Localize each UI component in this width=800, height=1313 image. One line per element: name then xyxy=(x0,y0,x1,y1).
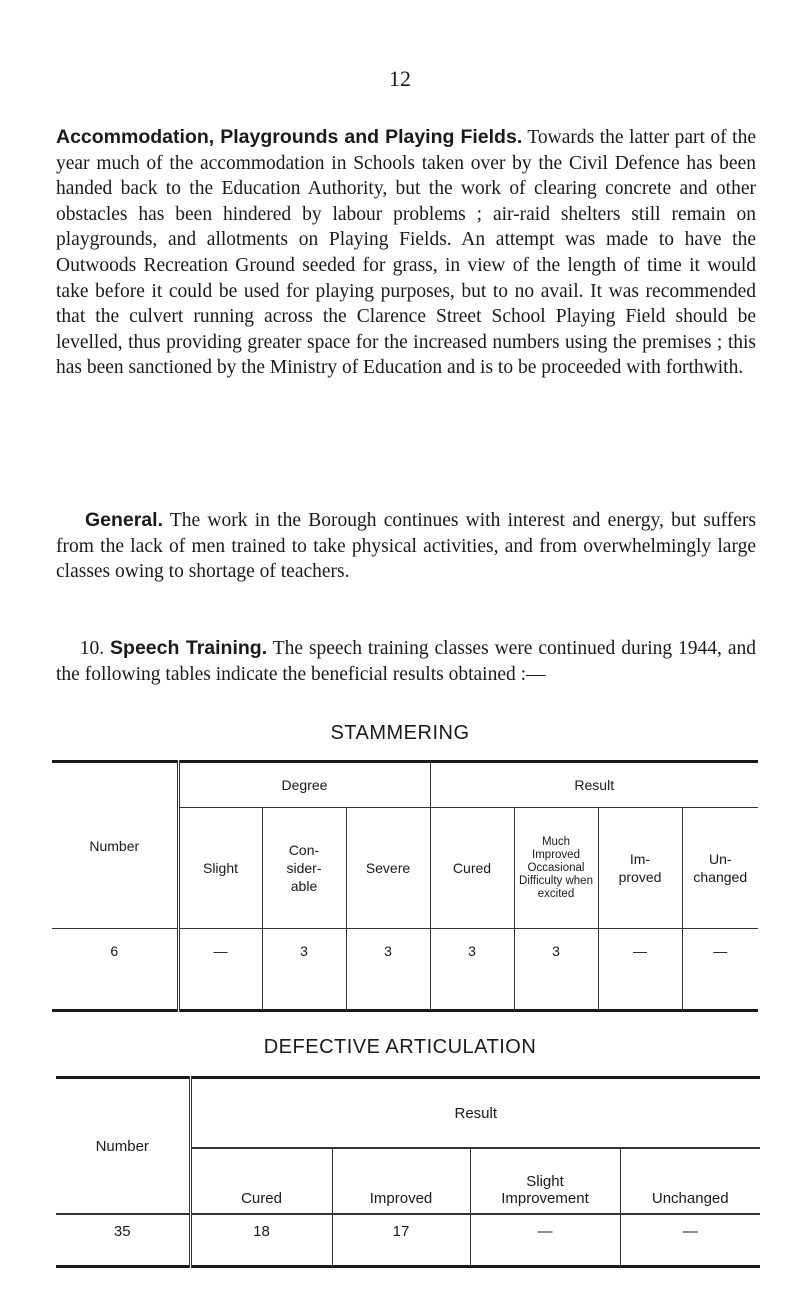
header-number: Number xyxy=(56,1078,190,1215)
cell-severe: 3 xyxy=(346,929,430,1011)
header-improved: Improved xyxy=(332,1148,470,1214)
defective-articulation-title: DEFECTIVE ARTICULATION xyxy=(263,1036,537,1058)
paragraph-heading: Speech Training. xyxy=(110,637,268,659)
cell-number: 6 xyxy=(52,929,178,1011)
header-unchanged: Un- changed xyxy=(682,808,758,929)
paragraph-general xyxy=(56,508,756,585)
header-result: Result xyxy=(190,1078,760,1149)
stammering-title: STAMMERING xyxy=(330,722,470,744)
header-improved: Im- proved xyxy=(598,808,682,929)
header-slight: Slight xyxy=(178,808,262,929)
cell-cured: 18 xyxy=(190,1214,332,1267)
header-slight-improvement: Slight Improvement xyxy=(470,1148,620,1214)
header-result: Result xyxy=(430,762,758,808)
cell-slight-improvement: — xyxy=(470,1214,620,1267)
header-cured: Cured xyxy=(190,1148,332,1214)
cell-improved: 17 xyxy=(332,1214,470,1267)
header-severe: Severe xyxy=(346,808,430,929)
header-degree: Degree xyxy=(178,762,430,808)
header-unchanged: Unchanged xyxy=(620,1148,760,1214)
table-row xyxy=(52,929,758,1011)
cell-improved: — xyxy=(598,929,682,1011)
cell-cured: 3 xyxy=(430,929,514,1011)
section-number: 10. xyxy=(79,638,105,659)
cell-slight: — xyxy=(178,929,262,1011)
cell-unchanged: — xyxy=(620,1214,760,1267)
defective-articulation-table xyxy=(56,1076,760,1268)
page-number: 12 xyxy=(389,66,411,91)
cell-number: 35 xyxy=(56,1214,190,1267)
paragraph-body: The speech training classes were continued during 1944, and the following tables indicate the beneficial results obtained :— xyxy=(56,638,757,685)
paragraph-body: The work in the Borough continues with interest and energy, but suffers from the lack of men trained to take physical activities, and from overwhelmingly large classes owing to shortage of teachers. xyxy=(56,510,757,583)
paragraph-speech-training xyxy=(56,636,756,687)
stammering-table xyxy=(52,760,758,1012)
paragraph-heading: Accommodation, Playgrounds and Playing Fields. xyxy=(56,126,523,148)
cell-considerable: 3 xyxy=(262,929,346,1011)
cell-unchanged: — xyxy=(682,929,758,1011)
header-considerable: Con- sider- able xyxy=(262,808,346,929)
paragraph-body: Towards the latter part of the year much of the accommodation in Schools taken over by the Civil Defence has been handed back to the Education Authority, but the work of clearing concrete and other obstacles has been hindered by labour problems ; air-raid shelters still remain on playgrounds, and allotments on Playing Fields. An attempt was made to have the Outwoods Recreation Ground seeded for grass, in view of the length of time it would take before it could be used for playing purposes, but to no avail. It was recommended that the culvert running across the Clarence Street School Playing Field should be levelled, thus providing greater space for the increased numbers using the premises ; this has been sanctioned by the Ministry of Education and is to be proceeded with forthwith. xyxy=(56,127,756,379)
header-much-improved: Much Improved Occasional Difficulty when excited xyxy=(514,808,598,929)
cell-much-improved: 3 xyxy=(514,929,598,1011)
paragraph-heading: General. xyxy=(84,509,163,531)
header-cured: Cured xyxy=(430,808,514,929)
paragraph-accommodation xyxy=(56,125,756,381)
header-number: Number xyxy=(52,762,178,929)
table-row xyxy=(56,1214,760,1267)
